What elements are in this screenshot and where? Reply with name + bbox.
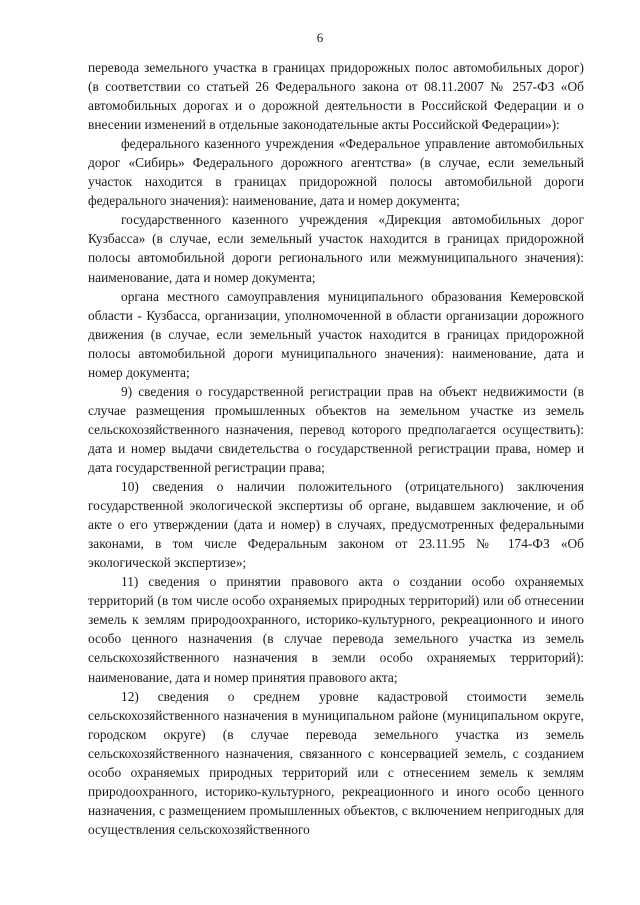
- page-number: 6: [316, 30, 324, 45]
- paragraph-federal-institution: федерального казенного учреждения «Федеральное управление автомобильных дорог «Сибирь» Федерального дорожного агентства» (в случае, если земельный участок находится в границах придорожной полосы автомобильной дороги федерального значения): наименование, дата и номер документа;: [88, 136, 584, 209]
- paragraph-item-11: 11) сведения о принятии правового акта о создании особо охраняемых территорий (в том числе особо охраняемых природных территорий) или об отнесении земель к землям природоохранного, историко-культурного, рекреационного и иного особо ценного назначения (в случае перевода земельного участка из земель сельскохозяйственного назначения в земли особо охраняемых территорий): наименование, дата и номер принятия правового акта;: [88, 574, 584, 685]
- document-body: [88, 58, 584, 839]
- paragraph-item-12: 12) сведения о среднем уровне кадастровой стоимости земель сельскохозяйственного назначения в муниципальном районе (муниципальном округе, городском округе) (в случае перевода земельного участка из земель сельскохозяйственного назначения, связанного с консервацией земель, с созданием особо охраняемых природных территорий или с отнесением земель к землям природоохранного, историко-культурного, рекреационного и иного особо ценного назначения, с размещением промышленных объектов, с включением непригодных для осуществления сельскохозяйственного: [88, 688, 584, 837]
- paragraph-state-institution: государственного казенного учреждения «Дирекция автомобильных дорог Кузбасса» (в случае, если земельный участок находится в границах придорожной полосы автомобильной дороги регионального или межмуниципального значения): наименование, дата и номер документа;: [88, 212, 584, 285]
- paragraph-local-government: органа местного самоуправления муниципального образования Кемеровской области - Кузбасса, организации, уполномоченной в области организации дорожного движения (в случае, если земельный участок находится в границах придорожной полосы автомобильной дороги муниципального значения): наименование, дата и номер документа;: [88, 288, 584, 380]
- paragraph-road-strip-continuation: перевода земельного участка в границах придорожных полос автомобильных дорог) (в соответствии со статьей 26 Федерального закона от 08.11.2007 № 257-ФЗ «Об автомобильных дорогах и о дорожной деятельности в Российской Федерации и о внесении изменений в отдельные законодательные акты Российской Федерации»):: [88, 60, 584, 133]
- paragraph-item-9: 9) сведения о государственной регистрации прав на объект недвижимости (в случае размещения промышленных объектов на земельном участке из земель сельскохозяйственного назначения, перевод которого предполагается осуществить): дата и номер выдачи свидетельства о государственной регистрации права, номер и дата государственной регистрации права;: [88, 383, 584, 475]
- paragraph-item-10: 10) сведения о наличии положительного (отрицательного) заключения государственной экологической экспертизы об органе, выдавшем заключение, и об акте о его утверждении (дата и номер) в случаях, предусмотренных федеральными законами, в том числе Федеральным законом от 23.11.95 № 174-ФЗ «Об экологической экспертизе»;: [88, 479, 584, 571]
